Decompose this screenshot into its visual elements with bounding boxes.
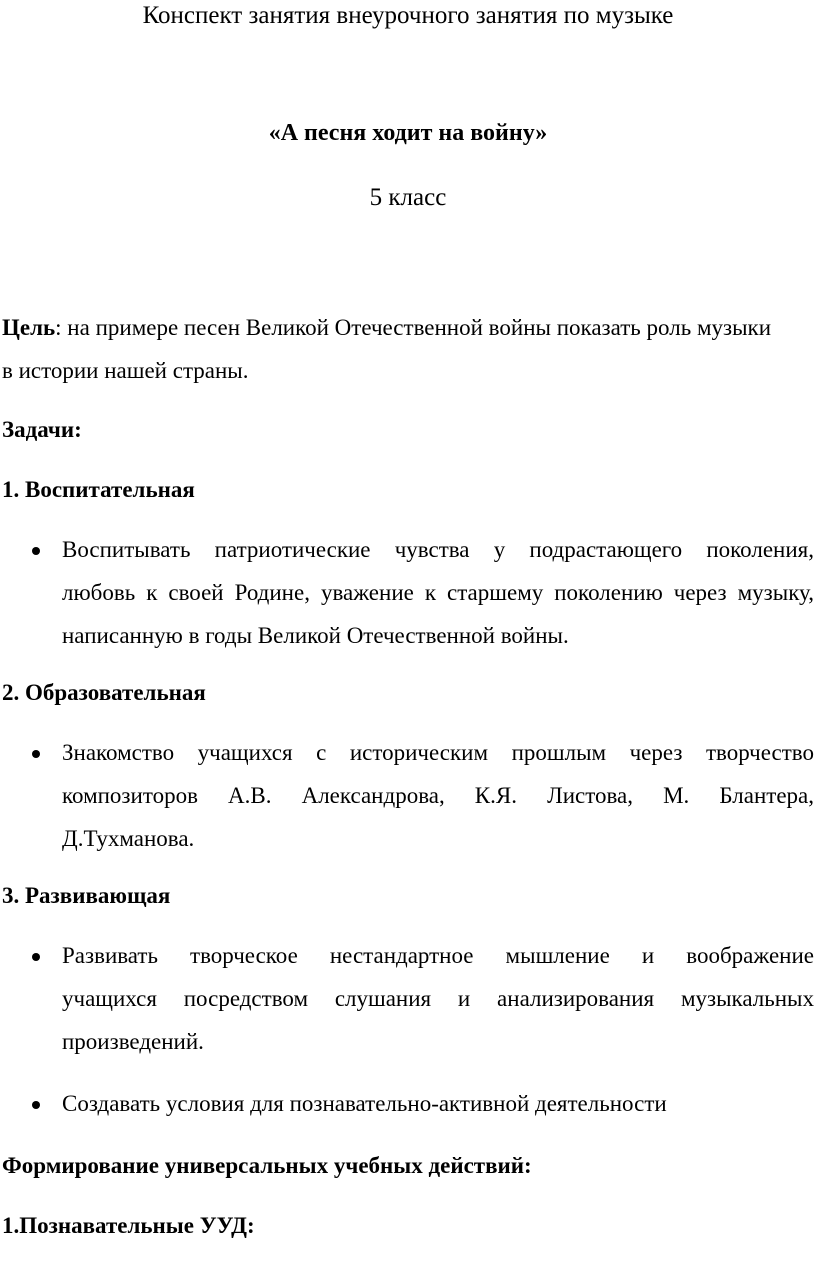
section-heading-learning: 2. Образовательная <box>2 680 206 705</box>
bullet-line: композиторов А.В. Александрова, К.Я. Листова, М. Блантера, <box>62 783 814 808</box>
section-heading-educational: 1. Воспитательная <box>2 477 195 502</box>
bullet-text <box>62 1090 814 1133</box>
bullet-line: любовь к своей Родине, уважение к старшему поколению через музыку, <box>62 580 814 605</box>
lesson-title: «А песня ходит на войну» <box>268 120 548 146</box>
section-heading-developing: 3. Развивающая <box>2 883 171 908</box>
bullet-icon <box>32 1101 40 1109</box>
bullet-line: написанную в годы Великой Отечественной войны. <box>62 623 569 648</box>
bullet-line: учащихся посредством слушания и анализирования музыкальных <box>62 986 814 1011</box>
goal-text-line-2: в истории нашей страны. <box>2 358 249 383</box>
bullet-line: Создавать условия для познавательно-активной деятельности <box>62 1091 667 1116</box>
bullet-text <box>62 942 814 1071</box>
bullet-line: Воспитывать патриотические чувства у подрастающего поколения, <box>62 537 814 562</box>
bullet-line: Развивать творческое нестандартное мышление и воображение <box>62 943 814 968</box>
goal-text-line-1: : на примере песен Великой Отечественной войны показать роль музыки <box>55 315 772 340</box>
uud-heading: Формирование универсальных учебных действий: <box>2 1153 532 1178</box>
tasks-heading: Задачи: <box>2 417 82 442</box>
cognitive-uud-heading: 1.Познавательные УУД: <box>2 1213 255 1238</box>
bullet-line: Д.Тухманова. <box>62 826 195 851</box>
bullet-line: произведений. <box>62 1029 204 1054</box>
document-header-title: Конспект занятия внеурочного занятия по музыке <box>142 2 674 29</box>
bullet-icon <box>32 953 40 961</box>
bullet-line: Знакомство учащихся с историческим прошлым через творчество <box>62 740 814 765</box>
bullet-text <box>62 739 814 868</box>
bullet-icon <box>32 547 40 555</box>
bullet-text <box>62 536 814 665</box>
goal-paragraph-line-1 <box>2 314 816 342</box>
goal-label: Цель <box>2 315 56 340</box>
grade-label: 5 класс <box>369 184 447 211</box>
bullet-icon <box>32 750 40 758</box>
